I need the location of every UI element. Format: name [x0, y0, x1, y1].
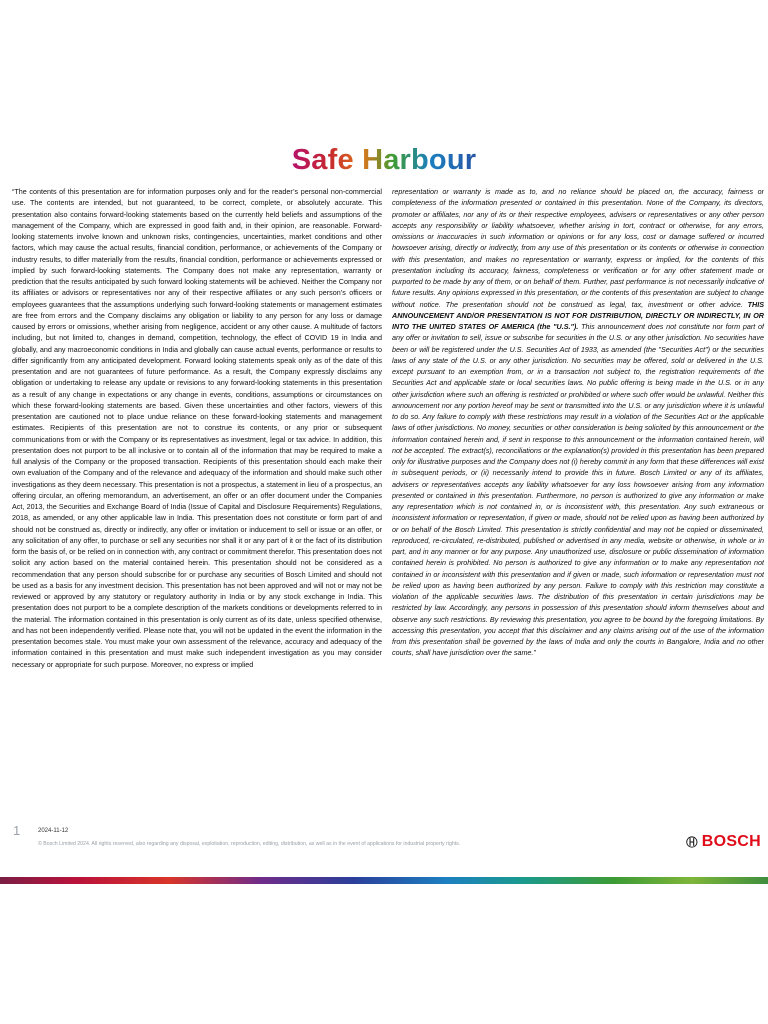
page-number: 1 [13, 823, 21, 838]
disclaimer-left-text: “The contents of this presentation are for information purposes only and for the reader’s personal non-commercial use. The contents are intended, but not guaranteed, to be correct, complete, or absolutely accurate. This presentation also contains forward-looking statements based on the currently held beliefs and assumptions of the management of the Company, which are expressed in good faith and, in their opinion, are reasonable. Forward-looking statements involve known and unknown risks, contingencies, uncertainties, market conditions and other factors, which may cause the actual results, financial condition, performance, or achievements of the Company or industry results, to differ materially from the results, financial condition, performance or achievements expressed or implied by such forward-looking statements. The Company does not make any representation, warranty or prediction that the results anticipated by such forward looking statements will be achieved. Neither the Company nor its affiliates or advisors or representatives nor any of their respective affiliates or any such person’s officers or employees guarantees that the assumptions underlying such forward-looking statements or management estimates are free from errors and the Company disclaims any obligation or liability to any person for any loss or damage caused by errors or omissions, whether arising from negligence, accident or any other cause. A multitude of factors including, but not limited to, changes in demand, competition, technology, the effect of COVID 19 in India and globally, and any macroeconomic conditions in India and globally can cause actual events, performance or results to differ significantly from any anticipated development. Forward looking statements speak only as of the date of this presentation and are not guarantees of future performance. As a result, the Company expressly disclaims any obligation or undertaking to release any update or revisions to any forward-looking statements in this presentation as a result of any change in expectations or any change in events, conditions, assumptions or circumstances on which these forward-looking statements are based. Given these uncertainties and other factors, viewers of this presentation are cautioned not to place undue reliance on these forward-looking statements and management estimates. Recipients of this presentation are not to construe its contents, or any prior or subsequent communications from or with the Company or its representatives as investment, legal or tax advice. In addition, this presentation does not purport to be all inclusive or to contain all of the information that may be required to make a full analysis of the Company or the proposed transaction. Recipients of this presentation should each make their own evaluation of the Company and of the relevance and adequacy of the information and should make such other investigations as they deem necessary. This presentation is not a prospectus, a statement in lieu of a prospectus, an offering circular, an offering memorandum, an advertisement, an offer or an offer document under the Companies Act, 2013, the Securities and Exchange Board of India (Issue of Capital and Disclosure Requirements) Regulations, 2018, as amended, or any other applicable law in India. This presentation does not constitute or form part of and should not be construed as, directly or indirectly, any offer or invitation or inducement to sell or issue or an offer, or any solicitation of any offer, to purchase or sell any securities nor shall it or any part of it or the fact of its distribution form the basis of, or be relied on in connection with, any contract or commitment therefor. This presentation does not solicit any action based on the material contained herein. This presentation should not be considered as a recommendation that any person should subscribe for or purchase any securities of Bosch Limited and should not be used as a basis for any investment decision. This presentation has not been approved and will not or may not be reviewed or approved by any statutory or regulatory authority in India or by any stock exchange in India. This presentation does not purport to be a complete description of the markets conditions or developments referred to in the material. The information contained in this presentation is only current as of its date, unless specified otherwise, and has not been independently verified. Please note that, you will not be updated in the event the information in the presentation becomes stale. You must make your own assessment of the relevance, accuracy and adequacy of the information contained in this presentation and must make such independent investigation as you may consider necessary or appropriate for such purpose. Moreover, no express or implied [12, 187, 382, 669]
page-title: Safe Harbour [291, 144, 477, 176]
disclaimer-right-column [392, 186, 764, 811]
bosch-armature-icon [686, 831, 698, 853]
brand-color-bar [0, 877, 768, 884]
disclaimer-right-text-a: representation or warranty is made as to, and no reliance should be placed on, the accuracy, fairness or completeness of the information presented or contained in this presentation. None of the Company, its directors, promoter or affiliates, nor any of its or their respective employees, advisers or representatives or any other person accepts any responsibility or liability whatsoever, whether arising in tort, contract or otherwise, for any errors, omissions or inaccuracies in such information or opinions or for any loss, cost or damage suffered or incurred howsoever arising, directly or indirectly, from any use of this presentation or its contents or otherwise in connection with this presentation, and makes no representation or warranty, express or implied, for the contents of this presentation including its accuracy, fairness, completeness or verification or for any other statement made or purported to be made by any of them, or on behalf of them. Further, past performance is not necessarily indicative of future results. Any opinions expressed in this presentation, or the contents of this presentation are subject to change without notice. The presentation should not be construed as legal, tax, investment or other advice. [392, 187, 764, 309]
disclaimer-left-column [12, 186, 382, 811]
footer-date: 2024-11-12 [38, 828, 69, 834]
bosch-logo [686, 828, 761, 856]
logo-wordmark: BOSCH [701, 833, 761, 850]
disclaimer-us-distribution-notice: THIS ANNOUNCEMENT AND/OR PRESENTATION IS NOT FOR DISTRIBUTION, DIRECTLY OR INDIRECTLY, IN OR INTO THE UNITED STATES OF AMERICA (the "U.S."). [392, 299, 764, 331]
footer-copyright: © Bosch Limited 2024. All rights reserved, also regarding any disposal, exploitation, reproduction, editing, distribution, as well as in the event of applications for industrial property rights. [38, 841, 461, 847]
disclaimer-right-text-b: This announcement does not constitute nor form part of any offer or invitation to sell, issue or subscribe for securities in the U.S. or any other jurisdiction. No securities have been or will be registered under the U.S. Securities Act of 1933, as amended (the "Securities Act") or the securities laws of any state of the U.S. or any other jurisdiction. No securities may be offered, sold or delivered in the U.S. except pursuant to an exemption from, or in a transaction not subject to, the registration requirements of the Securities Act and applicable state or local securities laws. No public offering is being made in the U.S. or in any other jurisdiction where such an offering is restricted or prohibited or where such offer would be unlawful. Neither this announcement nor any portion hereof may be sent or transmitted into the U.S. or any jurisdiction where it is unlawful to do so. Any failure to comply with these restrictions may result in a violation of the Securities Act or the applicable laws of other jurisdictions. No money, securities or other consideration is being solicited by this announcement or the information contained herein and, if sent in response to this announcement or the information contained herein, will not be accepted. The extract(s), reconciliations or the explanation(s) provided in this presentation has been prepared only for illustrative purposes and the Company does not (i) hereby commit in any form that these differences will exist in subsequent periods, or (ii) necessarily intend to provide this in future. Bosch Limited or any of its affiliates, advisers or representatives accepts any liability whatsoever for any loss howsoever arising from any information presented or contained in this presentation. Furthermore, no person is authorized to give any information or make any representation which is not contained in, or is inconsistent with, this presentation. Any such extraneous or inconsistent information or representation, if given or made, should not be relied upon as having been authorized by or on behalf of the Bosch Limited. This presentation is strictly confidential and may not be copied or disseminated, reproduced, re-circulated, re-distributed, published or advertised in any media, website or otherwise, in whole or in part, and in any manner or for any purpose. Any unauthorized use, disclosure or public dissemination of information contained herein is prohibited. No person is authorized to give any information or to make any representation not contained in or inconsistent with this presentation and if given or made, such information or representation must not be relied upon as having been authorized by any person. Failure to comply with this restriction may constitute a violation of the applicable securities laws. The distribution of this presentation in certain jurisdictions may be restricted by law. Accordingly, any persons in possession of this presentation should inform themselves about and observe any such restrictions. By reviewing this presentation, you agree to be bound by the foregoing limitations. By accessing this presentation, you accept that this disclaimer and any claims arising out of the use of the information from this presentation shall be governed by the laws of India and only the courts in Bangalore, India and no other courts, shall have jurisdiction over the same.” [392, 322, 764, 658]
disclaimer-right-paragraph [392, 186, 764, 659]
